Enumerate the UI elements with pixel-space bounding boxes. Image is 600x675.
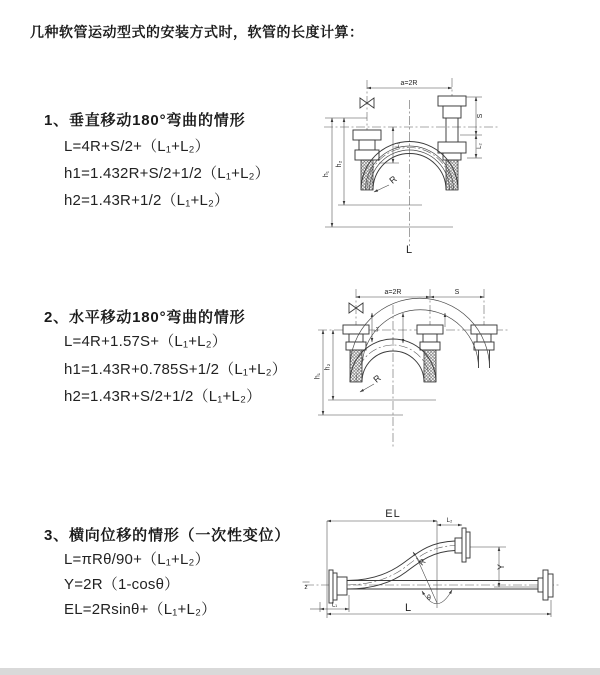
diagram-horizontal-180-bend: [308, 283, 568, 460]
section-1-formula-h2: h2=1.43R+1/2（L₁+L₂）: [64, 192, 230, 209]
dimension-lines: [303, 521, 552, 618]
section-1-formula-h1: h1=1.432R+S/2+1/2（L₁+L₂）: [64, 165, 270, 182]
angle-label: θ: [427, 595, 431, 602]
section-2-formula-h1: h1=1.43R+0.785S+1/2（L₁+L₂）: [64, 361, 287, 378]
section-2-formula-h2: h2=1.43R+S/2+1/2（L₁+L₂）: [64, 388, 262, 405]
dim-label-y: Y: [496, 563, 506, 571]
length-label: L: [405, 244, 413, 256]
centerlines: [318, 289, 508, 447]
section-2-formula-l: L=4R+1.57S+（L₁+L₂）: [64, 333, 227, 350]
page-title: 几种软管运动型式的安装方式时，软管的长度计算：: [30, 24, 364, 40]
dim-label-s: S: [477, 113, 484, 119]
dim-label-s: S: [454, 289, 460, 296]
dim-label-l1: L₁: [374, 326, 380, 332]
centerline-mark: z: [304, 584, 308, 591]
dim-label-l2: L₂: [477, 143, 483, 149]
radius-label: R: [371, 372, 383, 385]
centerlines: [324, 78, 498, 246]
section-3-heading: 3、横向位移的情形（一次性变位）: [44, 527, 291, 544]
dim-label-span: a=2R: [384, 289, 402, 296]
hose-fittings: [343, 325, 497, 385]
section-1-heading: 1、垂直移动180°弯曲的情形: [44, 112, 246, 129]
hose-bend-arcs: [350, 298, 490, 385]
flanges: [329, 528, 553, 603]
hose-lines: [347, 541, 538, 589]
dim-label-h1: h₁: [323, 170, 330, 178]
dim-label-el: EL: [385, 508, 401, 520]
dim-label-h1: h₁: [314, 372, 322, 380]
page-edge: [0, 668, 600, 675]
section-3-formula-y: Y=2R（1-cosθ）: [64, 576, 180, 593]
dim-label-h2: h₂: [324, 363, 332, 371]
dimension-lines: [318, 297, 484, 415]
section-1-formula-l: L=4R+S/2+（L₁+L₂）: [64, 138, 210, 155]
length-label: L: [404, 602, 412, 614]
section-3-formula-l: L=πRθ/90+（L₁+L₂）: [64, 551, 210, 568]
diagram-lateral-displacement: [298, 498, 598, 648]
dim-label-h2: h₂: [336, 160, 343, 168]
dim-label-l2: L₂: [446, 518, 453, 524]
section-2-heading: 2、水平移动180°弯曲的情形: [44, 309, 246, 326]
radius-label: R: [417, 557, 428, 568]
radius-label: R: [387, 173, 399, 186]
dim-label-l1: L₁: [331, 602, 338, 609]
section-3-formula-el: EL=2Rsinθ+（L₁+L₂）: [64, 601, 217, 618]
dim-label-span: a=2R: [400, 80, 418, 87]
dim-label-l1: L₁: [395, 142, 401, 148]
diagram-vertical-180-bend: [310, 72, 595, 262]
